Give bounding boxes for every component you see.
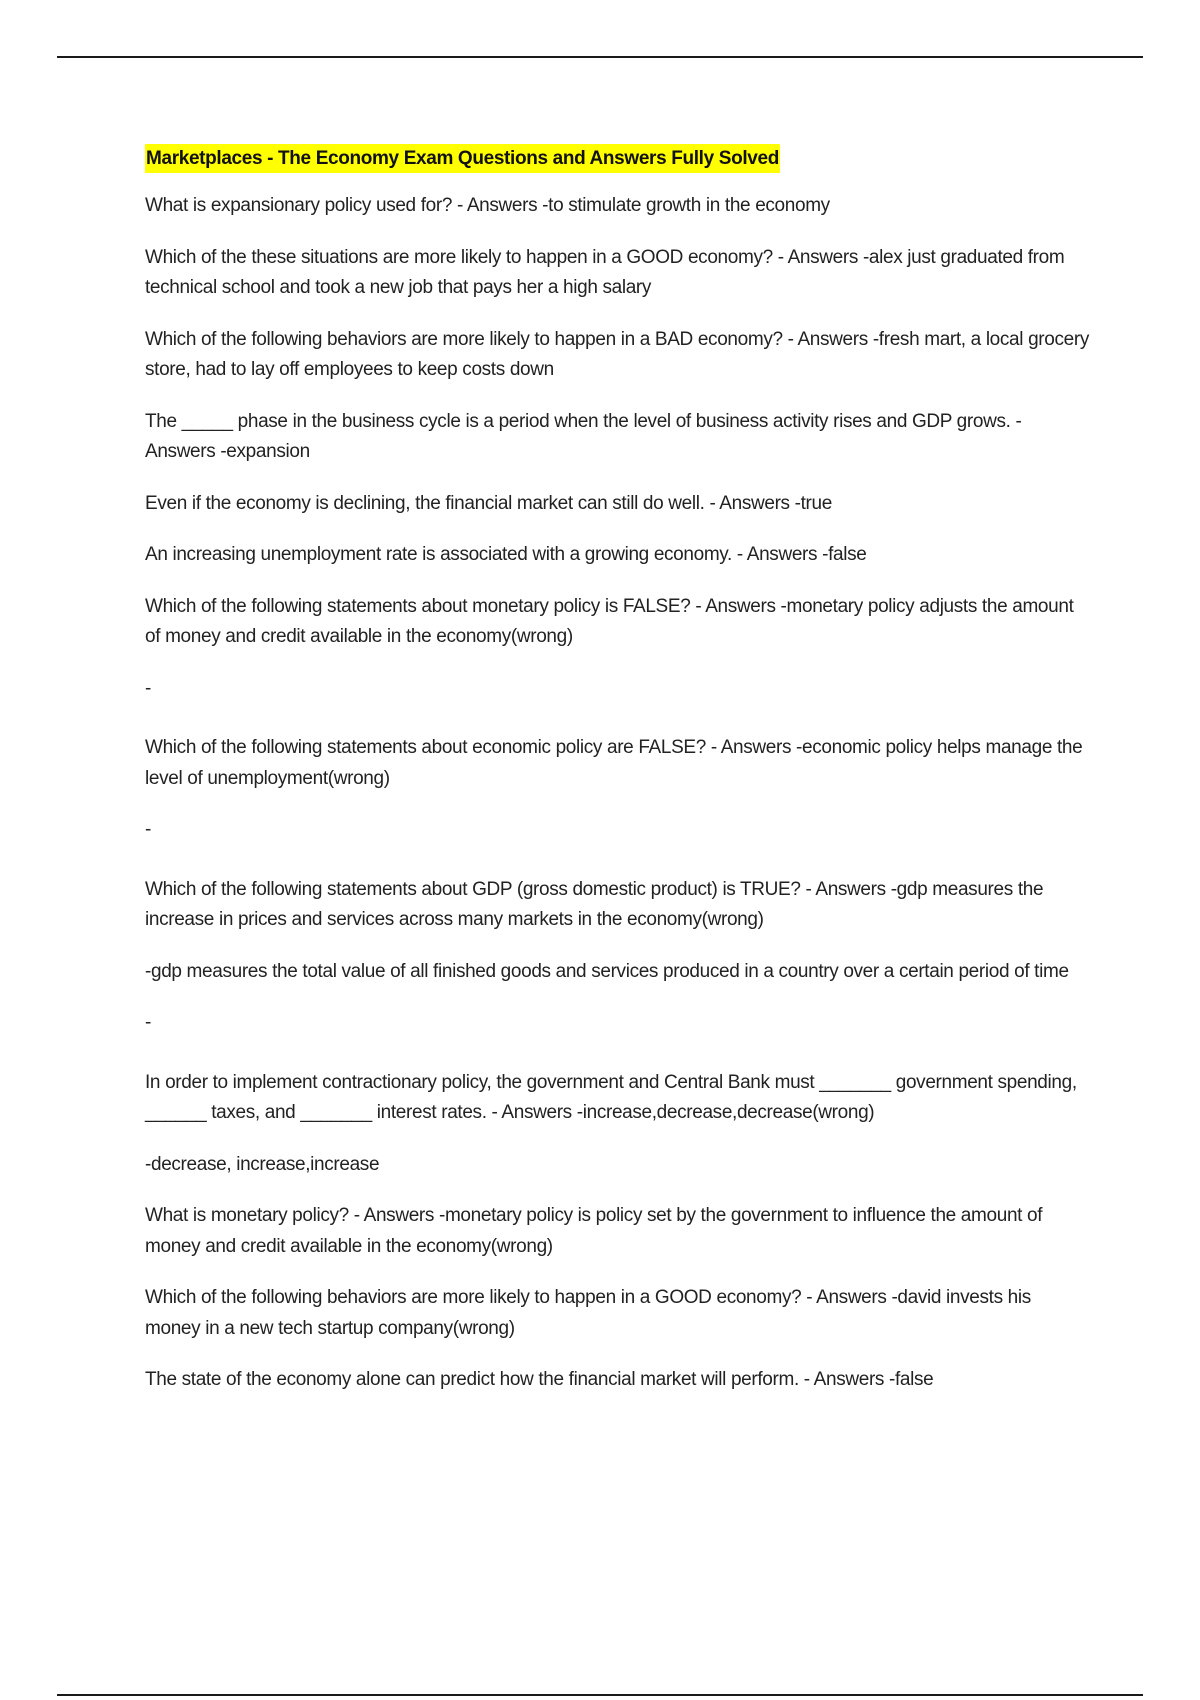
qa-paragraph: What is monetary policy? - Answers -monetary policy is policy set by the government to influence the amount of money and credit available in the economy(wrong) [145,1205,1043,1257]
qa-paragraph: Which of the following behaviors are more likely to happen in a BAD economy? - Answers -fresh mart, a local grocery store, had to lay off employees to keep costs down [145,328,1089,380]
qa-paragraph: The state of the economy alone can predict how the financial market will perform. - Answers -false [145,1369,934,1390]
footer-rule [57,1694,1143,1696]
qa-paragraph: What is expansionary policy used for? - Answers -to stimulate growth in the economy [145,195,830,216]
dash-separator: - [145,819,151,840]
dash-separator: - [145,677,151,699]
dash-separator: - [145,1012,151,1033]
qa-paragraph: Which of the these situations are more likely to happen in a GOOD economy? - Answers -alex just graduated from technical school and took a new job that pays her a high salary [145,246,1065,298]
qa-paragraph: Which of the following behaviors are more likely to happen in a GOOD economy? - Answers -david invests his money in a new tech startup company(wrong) [145,1287,1031,1339]
qa-paragraph: An increasing unemployment rate is associated with a growing economy. - Answers -false [145,544,867,565]
header-rule [57,56,1143,58]
document-body [145,144,1090,1417]
qa-paragraph: Which of the following statements about monetary policy is FALSE? - Answers -monetary policy adjusts the amount of money and credit available in the economy(wrong) [145,595,1074,647]
qa-paragraph: -decrease, increase,increase [145,1153,380,1175]
qa-paragraph: In order to implement contractionary policy, the government and Central Bank must _______ government spending, ______ taxes, and _______ interest rates. - Answers -increase,decrease,decrease(wrong) [145,1071,1077,1123]
qa-paragraph: The _____ phase in the business cycle is a period when the level of business activity rises and GDP grows. - Answers -expansion [145,410,1022,462]
qa-paragraph: Which of the following statements about economic policy are FALSE? - Answers -economic policy helps manage the level of unemployment(wrong) [145,737,1083,789]
qa-paragraph: Which of the following statements about GDP (gross domestic product) is TRUE? - Answers -gdp measures the increase in prices and services across many markets in the economy(wrong) [145,878,1044,930]
qa-paragraph: -gdp measures the total value of all finished goods and services produced in a country over a certain period of time [145,960,1069,982]
qa-paragraph: Even if the economy is declining, the financial market can still do well. - Answers -true [145,492,832,514]
document-title: Marketplaces - The Economy Exam Questions and Answers Fully Solved [145,144,780,173]
